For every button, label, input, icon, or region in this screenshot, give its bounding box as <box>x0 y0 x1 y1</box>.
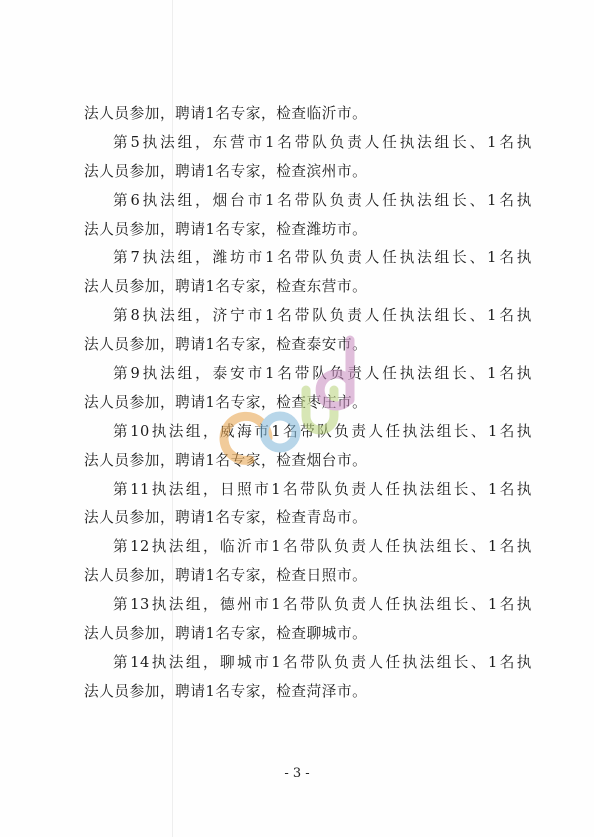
paragraph-continuation-line: 法人员参加，聘请1名专家，检查潍坊市。 <box>84 220 368 238</box>
page-number: - 3 - <box>284 766 310 781</box>
paragraph-continuation-line: 法人员参加，聘请1名专家，检查聊城市。 <box>84 625 368 643</box>
paragraph-first-line: 第8执法组，济宁市1名带队负责人任执法组长、1名执 <box>113 307 532 325</box>
paragraph-first-line: 第5执法组，东营市1名带队负责人任执法组长、1名执 <box>113 133 532 151</box>
paragraph-continuation-line: 法人员参加，聘请1名专家，检查滨州市。 <box>84 162 368 180</box>
paragraph-first-line: 第12执法组，临沂市1名带队负责人任执法组长、1名执 <box>113 538 532 556</box>
paragraph-first-line: 第11执法组，日照市1名带队负责人任执法组长、1名执 <box>113 480 532 498</box>
paragraph-continuation-line: 法人员参加，聘请1名专家，检查枣庄市。 <box>84 393 368 411</box>
paragraph-continuation-line: 法人员参加，聘请1名专家，检查临沂市。 <box>84 105 368 122</box>
paragraph-first-line: 第13执法组，德州市1名带队负责人任执法组长、1名执 <box>113 596 532 614</box>
paragraph-continuation-line: 法人员参加，聘请1名专家，检查烟台市。 <box>84 451 368 469</box>
paragraph-first-line: 第14执法组，聊城市1名带队负责人任执法组长、1名执 <box>113 653 532 671</box>
paragraph-continuation-line: 法人员参加，聘请1名专家，检查泰安市。 <box>84 336 368 354</box>
paragraph-first-line: 第6执法组，烟台市1名带队负责人任执法组长、1名执 <box>113 191 532 209</box>
document-body <box>84 100 532 707</box>
paragraph-continuation-line: 法人员参加，聘请1名专家，检查东营市。 <box>84 278 368 296</box>
paragraph-continuation-line: 法人员参加，聘请1名专家，检查日照市。 <box>84 567 368 585</box>
paragraph-first-line: 第9执法组，泰安市1名带队负责人任执法组长、1名执 <box>113 365 532 383</box>
paragraph-first-line: 第7执法组，潍坊市1名带队负责人任执法组长、1名执 <box>113 249 532 267</box>
paragraph-first-line: 第10执法组，威海市1名带队负责人任执法组长、1名执 <box>113 422 532 440</box>
paragraph-continuation-line: 法人员参加，聘请1名专家，检查菏泽市。 <box>84 682 368 700</box>
paragraph-continuation-line: 法人员参加，聘请1名专家，检查青岛市。 <box>84 509 368 527</box>
